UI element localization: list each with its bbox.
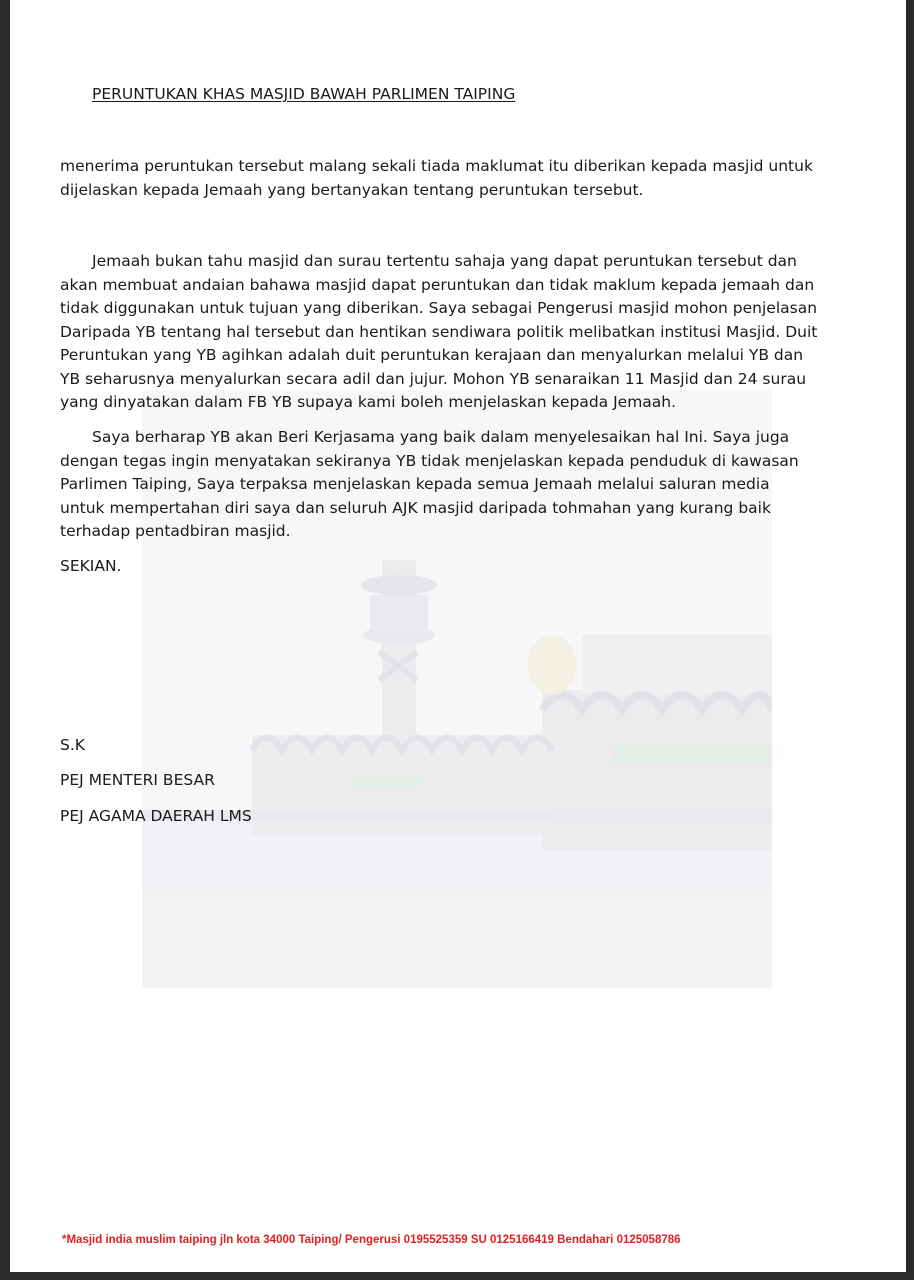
paragraph-line-indented xyxy=(60,426,860,450)
paragraph-1 xyxy=(60,155,860,202)
paragraph-line: Jemaah bukan tahu masjid dan surau tertentu sahaja yang dapat peruntukan tersebut dan xyxy=(92,252,797,270)
paragraph-line-indented xyxy=(60,250,860,274)
paragraph-line: dengan tegas ingin menyatakan sekiranya YB tidak menjelaskan kepada penduduk di kawasan xyxy=(60,451,799,470)
cc-line-agama-daerah: PEJ AGAMA DAERAH LMS xyxy=(60,807,252,825)
paragraph-line: Daripada YB tentang hal tersebut dan hentikan sendiwara politik melibatkan institusi Masjid. Duit xyxy=(60,322,818,341)
contact-footer: *Masjid india muslim taiping jln kota 34000 Taiping/ Pengerusi 0195525359 SU 0125166419 Bendahari 0125058786 xyxy=(62,1234,681,1246)
paragraph-line: Peruntukan yang YB agihkan adalah duit peruntukan kerajaan dan menyalurkan melalui YB dan xyxy=(60,346,804,364)
closing-text: SEKIAN. xyxy=(60,557,122,575)
paragraph-line: akan membuat andaian bahawa masjid dapat peruntukan dan tidak maklum kepada jemaah dan xyxy=(60,275,815,294)
paragraph-line: menerima peruntukan tersebut malang sekali tiada maklumat itu diberikan kepada masjid untuk xyxy=(60,157,813,175)
paragraph-line: untuk mempertahan diri saya dan seluruh AJK masjid daripada tohmahan yang kurang baik xyxy=(60,498,771,517)
paragraph-line: YB seharusnya menyalurkan secara adil dan jujur. Mohon YB senaraikan 11 Masjid dan 24 surau xyxy=(60,369,807,388)
cc-line-sk: S.K xyxy=(60,736,85,754)
paragraph-line: dijelaskan kepada Jemaah yang bertanyakan tentang peruntukan tersebut. xyxy=(60,180,644,199)
paragraph-line: Saya berharap YB akan Beri Kerjasama yang baik dalam menyelesaikan hal Ini. Saya juga xyxy=(92,428,790,446)
paragraph-line: Parlimen Taiping, Saya terpaksa menjelaskan kepada semua Jemaah melalui saluran media xyxy=(60,475,770,493)
paragraph-line: tidak diggunakan untuk tujuan yang diberikan. Saya sebagai Pengerusi masjid mohon penjelasan xyxy=(60,299,818,317)
paragraph-line: yang dinyatakan dalam FB YB supaya kami boleh menjelaskan kepada Jemaah. xyxy=(60,393,677,411)
paragraph-3 xyxy=(60,426,860,544)
document-page xyxy=(10,0,906,1272)
letter-title: PERUNTUKAN KHAS MASJID BAWAH PARLIMEN TAIPING xyxy=(92,85,516,103)
paragraph-line: terhadap pentadbiran masjid. xyxy=(60,522,291,540)
cc-line-menteri-besar: PEJ MENTERI BESAR xyxy=(60,771,215,789)
paragraph-2 xyxy=(60,250,860,415)
